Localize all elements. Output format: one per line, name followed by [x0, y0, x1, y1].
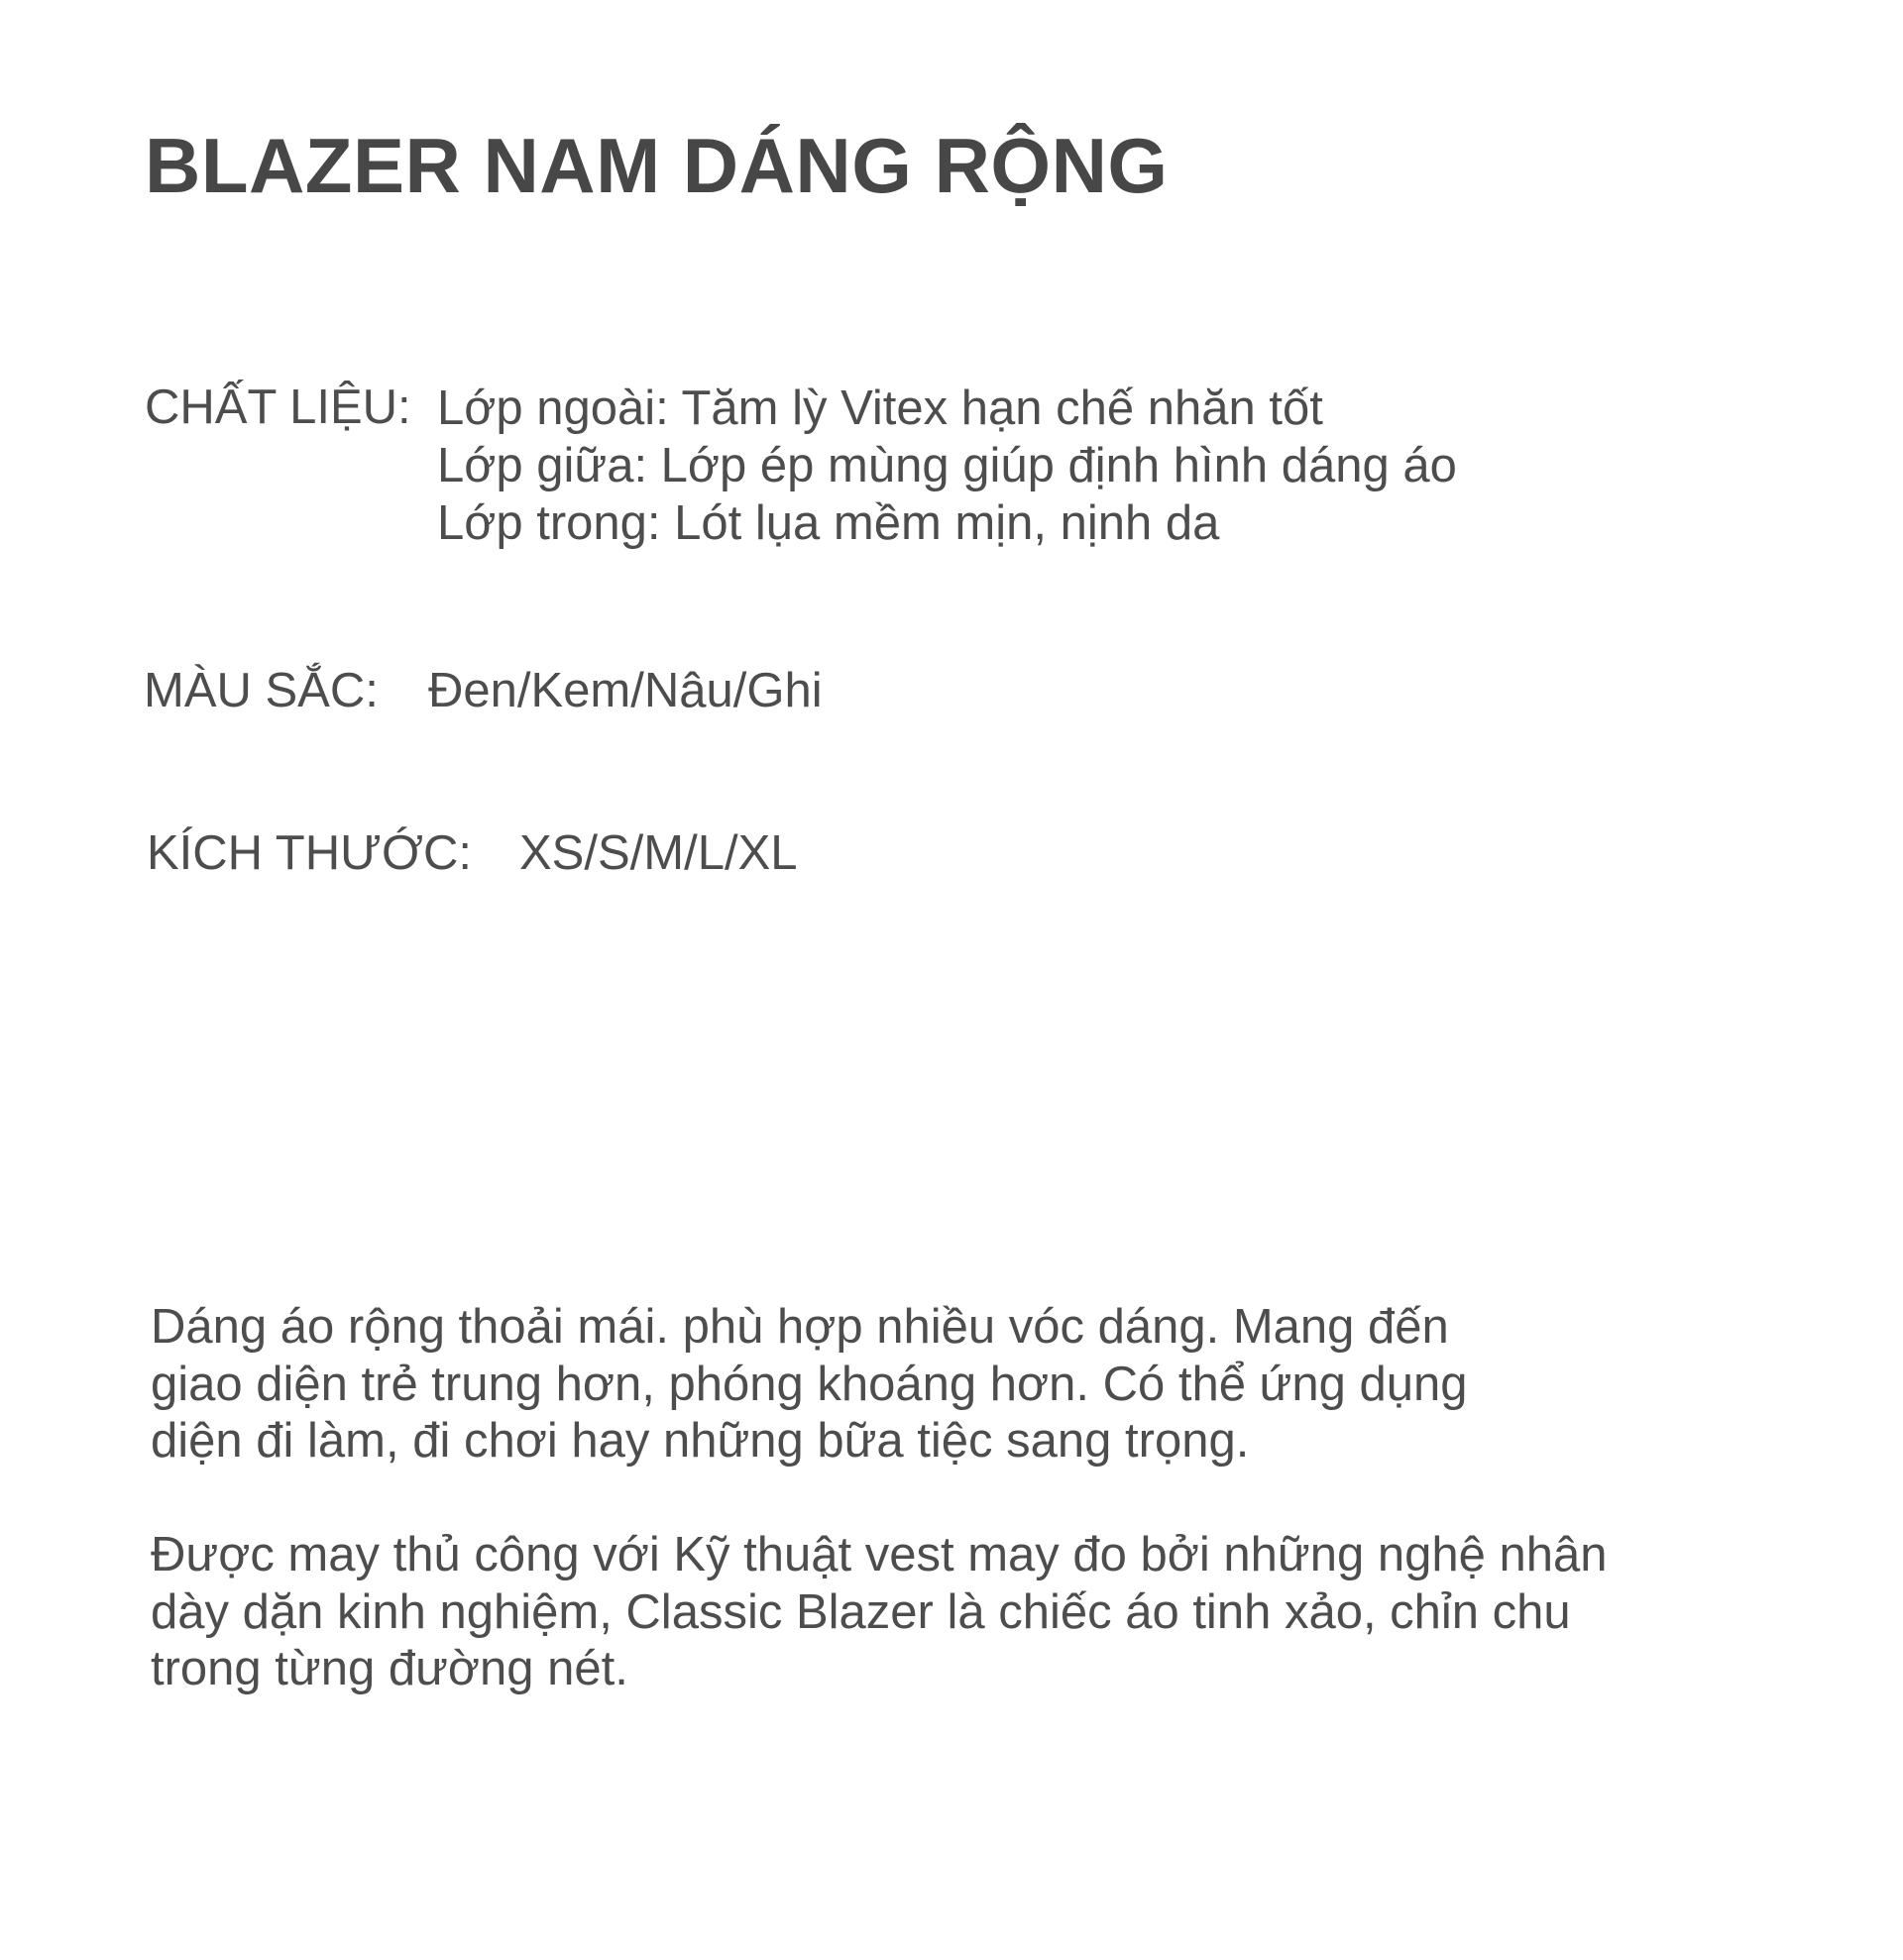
description-line: giao diện trẻ trung hơn, phóng khoáng hơn. Có thể ứng dụng — [151, 1357, 1468, 1411]
color-label: MÀU SẮC: — [144, 664, 379, 717]
description-paragraph-2 — [151, 1527, 1607, 1698]
description-line: Dáng áo rộng thoải mái. phù hợp nhiều vóc dáng. Mang đến — [151, 1300, 1449, 1354]
product-title: BLAZER NAM DÁNG RỘNG — [145, 122, 1169, 209]
size-label: KÍCH THƯỚC: — [147, 826, 472, 880]
description-line: diện đi làm, đi chơi hay những bữa tiệc sang trọng. — [151, 1414, 1250, 1468]
description-line: Được may thủ công với Kỹ thuật vest may đo bởi những nghệ nhân — [151, 1528, 1608, 1581]
description-line: dày dặn kinh nghiệm, Classic Blazer là chiếc áo tinh xảo, chỉn chu — [151, 1584, 1571, 1639]
size-value: XS/S/M/L/XL — [519, 826, 798, 880]
material-label: CHẤT LIỆU: — [145, 381, 411, 434]
material-line-inner: Lớp trong: Lót lụa mềm mịn, nịnh da — [437, 496, 1220, 550]
material-details — [437, 380, 1457, 552]
material-line-middle: Lớp giữa: Lớp ép mùng giúp định hình dáng áo — [437, 439, 1457, 492]
description-paragraph-1 — [151, 1299, 1467, 1470]
material-line-outer: Lớp ngoài: Tăm lỳ Vitex hạn chế nhăn tốt — [437, 381, 1323, 435]
description-line: trong từng đường nét. — [151, 1642, 628, 1695]
color-value: Đen/Kem/Nâu/Ghi — [428, 664, 823, 717]
